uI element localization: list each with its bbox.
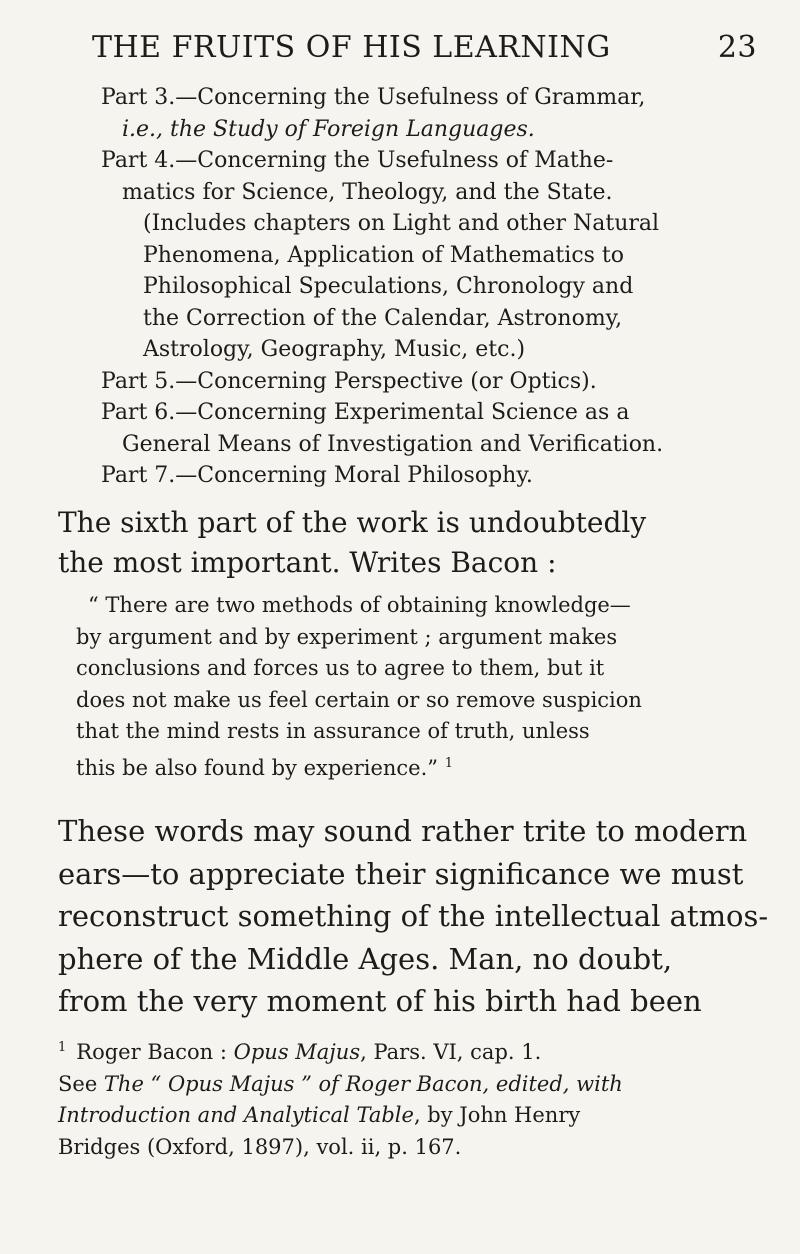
list-line: Phenomena, Application of Mathematics to (143, 242, 625, 268)
paragraph (58, 503, 758, 583)
footnote-reference: 1 (444, 755, 453, 771)
quote-line: by argument and by experiment ; argument makes (76, 624, 618, 649)
quote-line: “ There are two methods of obtaining knowledge— (88, 593, 631, 617)
footnote-line: Bridges (Oxford, 1897), vol. ii, p. 167. (58, 1134, 462, 1159)
list-line: Part 5.—Concerning Perspective (or Optics). (101, 368, 597, 394)
paragraph-line: the most important. Writes Bacon : (58, 546, 557, 579)
footnote-number: 1 (58, 1040, 67, 1055)
quote-line: conclusions and forces us to agree to them, but it (76, 656, 605, 680)
paragraph (58, 810, 769, 1023)
footnote-line: Introduction and Analytical Table, by John Henry (58, 1103, 581, 1127)
list-line: Part 4.—Concerning the Usefulness of Mathe- (101, 148, 614, 173)
list-line: Astrology, Geography, Music, etc.) (143, 337, 526, 362)
list-line: Philosophical Speculations, Chronology and (143, 274, 634, 299)
footnote-line: See The “ Opus Majus ” of Roger Bacon, edited, with (58, 1071, 623, 1096)
footnote (58, 1032, 758, 1163)
paragraph-line: reconstruct something of the intellectual atmos- (58, 899, 769, 933)
paragraph-line: The sixth part of the work is undoubtedly (58, 506, 647, 539)
quote-line: that the mind rests in assurance of truth, unless (76, 719, 590, 743)
block-quote (76, 590, 776, 784)
page-number: 23 (717, 30, 757, 65)
quote-line: this be also found by experience.” $^1$ (76, 755, 453, 780)
quote-line: does not make us feel certain or so remove suspicion (76, 687, 642, 712)
list-line: General Means of Investigation and Verification. (122, 431, 664, 457)
list-line: (Includes chapters on Light and other Natural (143, 211, 660, 236)
paragraph-line: These words may sound rather trite to modern (58, 814, 748, 848)
paragraph-line: ears—to appreciate their significance we must (58, 856, 744, 891)
list-line: Part 3.—Concerning the Usefulness of Grammar, (101, 85, 646, 110)
list-line: the Correction of the Calendar, Astronomy, (143, 305, 623, 331)
list-line: Part 7.—Concerning Moral Philosophy. (101, 463, 533, 488)
paragraph-line: from the very moment of his birth had been (58, 984, 702, 1018)
list-line: Part 6.—Concerning Experimental Science as a (101, 400, 630, 425)
list-line: i.e., the Study of Foreign Languages. (122, 116, 535, 142)
footnote-line: $^1$ Roger Bacon : Opus Majus, Pars. VI, cap. 1. (58, 1040, 542, 1064)
list-line: matics for Science, Theology, and the State. (122, 179, 613, 205)
paragraph-line: phere of the Middle Ages. Man, no doubt, (58, 941, 673, 976)
contents-list (101, 82, 761, 492)
running-header (92, 30, 757, 74)
running-title: THE FRUITS OF HIS LEARNING (92, 30, 611, 65)
